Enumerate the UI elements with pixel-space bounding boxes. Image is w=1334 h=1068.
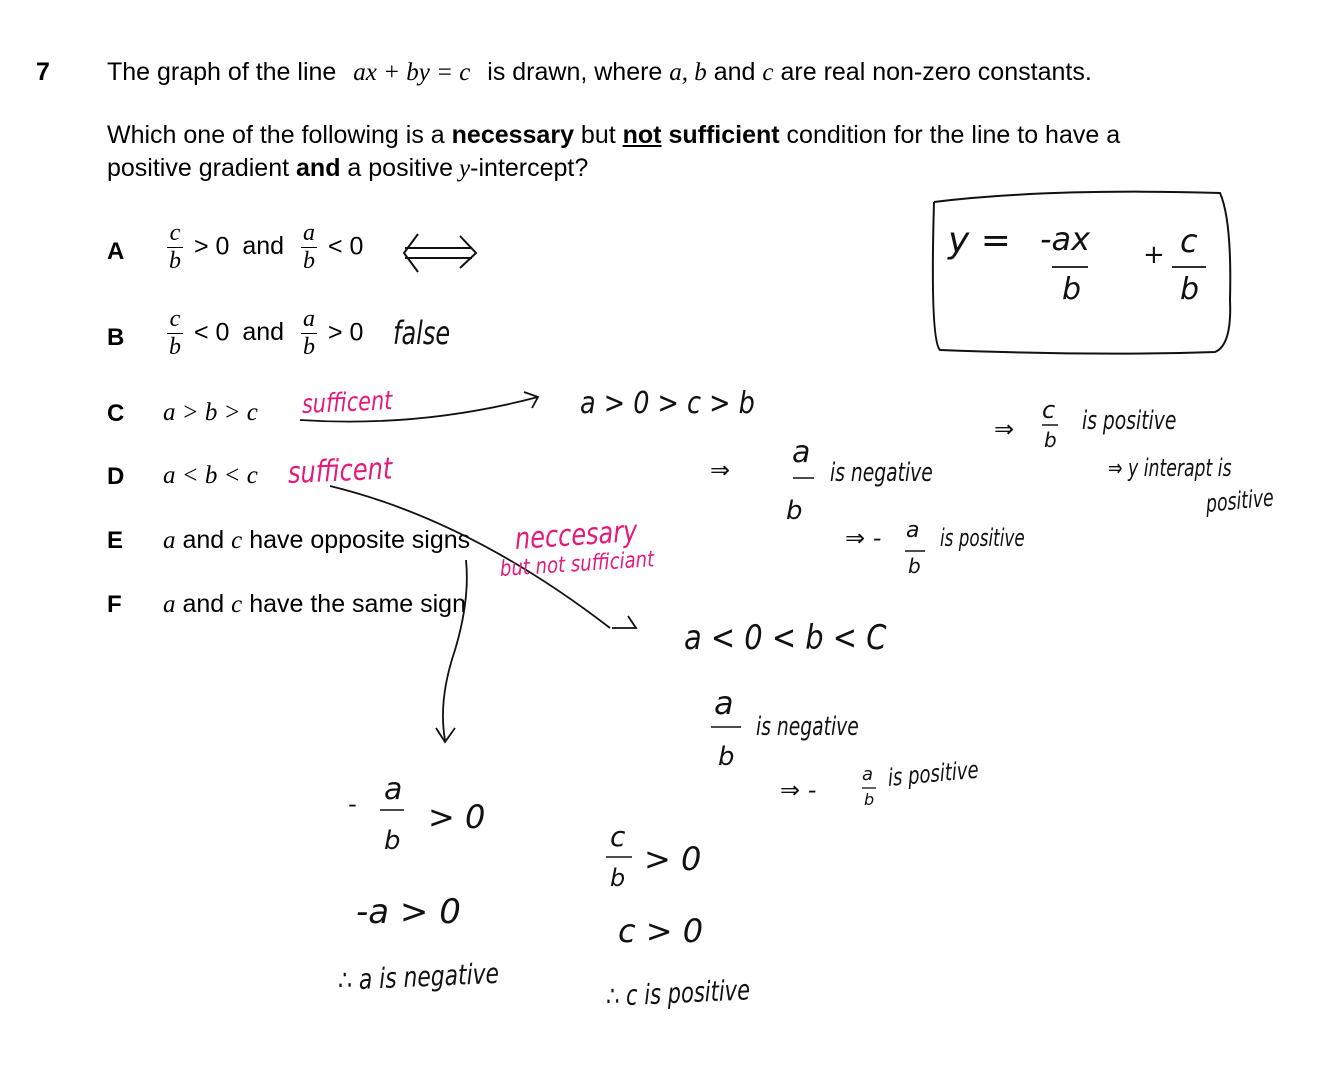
note-e-necessary: neccesary (514, 514, 638, 557)
ask-text-3b: a positive (347, 154, 454, 182)
fraction: $\frac{a}{b}$ (303, 220, 316, 275)
box-num1: -ax (1040, 220, 1091, 258)
stem-text-2: is drawn, where (487, 58, 663, 86)
option-d-letter: D (107, 463, 125, 490)
note-e-but-not: but not sufficiant (499, 547, 655, 582)
implies-icon: ⇒ (710, 456, 731, 484)
imp1-den: b (786, 496, 803, 526)
stem-text-1: The graph of the line (107, 58, 337, 86)
mid1-rel: > 0 (644, 840, 702, 878)
ask-not: not (622, 121, 662, 149)
note-c-sufficent: sufficent (301, 386, 393, 420)
box-den1: b (1062, 272, 1082, 307)
implies-icon: ⇒ - (780, 776, 817, 804)
left1-den: b (384, 826, 401, 856)
stem-text-3: are real non-zero constants. (780, 58, 1092, 86)
ask-text-1: Which one of the following is a (107, 121, 445, 149)
imp3-num: c (1042, 396, 1056, 424)
fraction: $\frac{a}{b}$ (303, 306, 316, 361)
imp6-num: a (862, 764, 874, 785)
imp4b: positive (1205, 483, 1275, 518)
imp1-text: is negative (830, 458, 933, 488)
option-f-text: a and c have the same sign (163, 590, 466, 618)
stem-vars: a, b (669, 59, 707, 86)
chain-2: a < 0 < b < C (684, 618, 887, 658)
box-plus: + (1143, 240, 1165, 270)
option-f-letter: F (107, 591, 122, 618)
ask-sufficient: sufficient (668, 121, 780, 149)
question-ask-line-2 (107, 154, 588, 183)
imp3-text: is positive (1082, 406, 1177, 436)
option-d-text: a < b < c (163, 462, 258, 489)
left3: ∴ a is negative (337, 956, 500, 997)
imp4: ⇒ y interapt is (1108, 454, 1232, 482)
option-b-letter: B (107, 324, 125, 351)
imp2-text: is positive (940, 524, 1025, 552)
ask-text-2: condition for the line to have a (786, 121, 1121, 149)
stem-var-c: c (762, 59, 774, 86)
option-c-text: a > b > c (163, 399, 258, 426)
left1-minus: - (348, 790, 357, 818)
ask-y: y (459, 155, 471, 182)
option-a-text: $\frac{c}{b}$ > 0 and $\frac{a}{b}$ < 0 (169, 220, 364, 275)
chain-1: a > 0 > c > b (580, 386, 755, 421)
arrow-e (443, 560, 467, 740)
imp5-text: is negative (756, 712, 859, 742)
imp2-den: b (908, 554, 921, 578)
imp6-text: is positive (887, 755, 980, 792)
ask-necessary: necessary (451, 121, 574, 149)
fraction: $\frac{c}{b}$ (169, 220, 181, 275)
box-num2: c (1180, 222, 1198, 260)
option-a-letter: A (107, 238, 125, 265)
mid3: ∴ c is positive (605, 973, 751, 1013)
implies-icon: ⇒ (994, 415, 1015, 443)
box-y: y = (948, 220, 1011, 261)
note-b-false: false (393, 314, 451, 352)
ask-text-3c: -intercept? (470, 154, 589, 182)
stem-equation: ax + by = c (353, 59, 471, 86)
note-d-sufficent: sufficent (287, 451, 393, 491)
left1-rel: > 0 (428, 798, 486, 836)
mid1-num: c (610, 820, 626, 853)
question-stem (107, 58, 1092, 87)
imp5-num: a (714, 684, 734, 722)
imp6-den: b (864, 790, 875, 809)
double-arrow-icon (404, 234, 476, 272)
option-e-text: a and c have opposite signs (163, 526, 471, 554)
ask-text-3a: positive gradient (107, 154, 290, 182)
imp3-den: b (1044, 428, 1057, 452)
ask-but: but (580, 121, 616, 149)
imp5-den: b (718, 742, 735, 772)
question-number: 7 (36, 58, 50, 86)
stem-and: and (713, 58, 756, 86)
mid1-den: b (610, 864, 626, 892)
option-b-text: $\frac{c}{b}$ < 0 and $\frac{a}{b}$ > 0 (169, 306, 364, 361)
imp1-num: a (792, 435, 811, 470)
option-e-letter: E (107, 527, 124, 554)
question-ask-line-1 (107, 121, 1120, 150)
option-c-letter: C (107, 400, 125, 427)
ask-and: and (296, 154, 341, 182)
fraction: $\frac{c}{b}$ (169, 306, 181, 361)
imp2: ⇒ - (845, 524, 882, 552)
imp2-num: a (906, 518, 920, 543)
left2: -a > 0 (356, 892, 461, 932)
mid2: c > 0 (618, 912, 704, 950)
box-den2: b (1180, 272, 1200, 307)
left1-num: a (384, 772, 403, 807)
